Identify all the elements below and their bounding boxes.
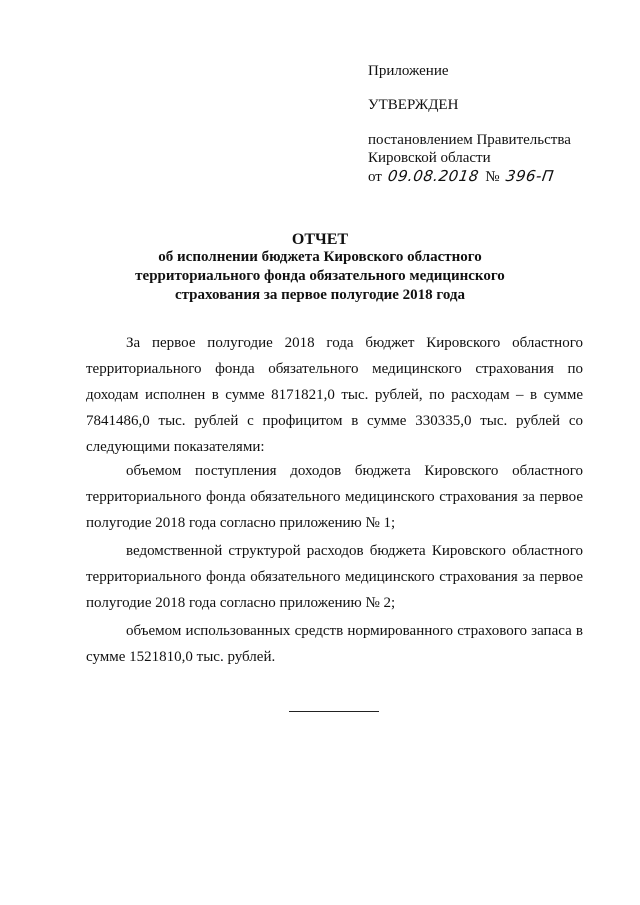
decree-line-2: Кировской области [368,150,491,166]
date-prefix: от [368,169,382,185]
approved-label: УТВЕРЖДЕН [368,97,459,113]
subtitle-line-3: страхования за первое полугодие 2018 года [174,287,466,303]
report-subtitle [90,248,550,305]
handwritten-date: 09.08.2018 [386,167,480,185]
handwritten-number: 396-П [505,167,556,185]
decree-line-1: постановлением Правительства [368,132,571,148]
paragraph-expenses: ведомственной структурой расходов бюджета Кировского областного территориального фонда обязательного медицинского страхования за первое полугодие 2018 года согласно приложению № 2; [86,543,583,611]
report-title: ОТЧЕТ [291,231,349,248]
subtitle-line-2: территориального фонда обязательного медицинского [135,268,505,284]
paragraph-income: объемом поступления доходов бюджета Кировского областного территориального фонда обязательного медицинского страхования за первое полугодие 2018 года согласно приложению № 1; [86,463,583,531]
closing-divider [289,711,379,712]
appendix-label: Приложение [368,63,449,79]
subtitle-line-1: об исполнении бюджета Кировского областного [158,249,482,265]
paragraph-summary: За первое полугодие 2018 года бюджет Кировского областного территориального фонда обязательного медицинского страхования по доходам исполнен в сумме 8171821,0 тыс. рублей, по расходам – в сумме 7841486,0 тыс. рублей с профицитом в сумме 330335,0 тыс. рублей со следующими показателями: [86,335,583,455]
decree-date-line [368,167,554,186]
number-sign: № [485,169,500,185]
paragraph-reserve: объемом использованных средств нормированного страхового запаса в сумме 1521810,0 тыс. рублей. [86,623,583,665]
